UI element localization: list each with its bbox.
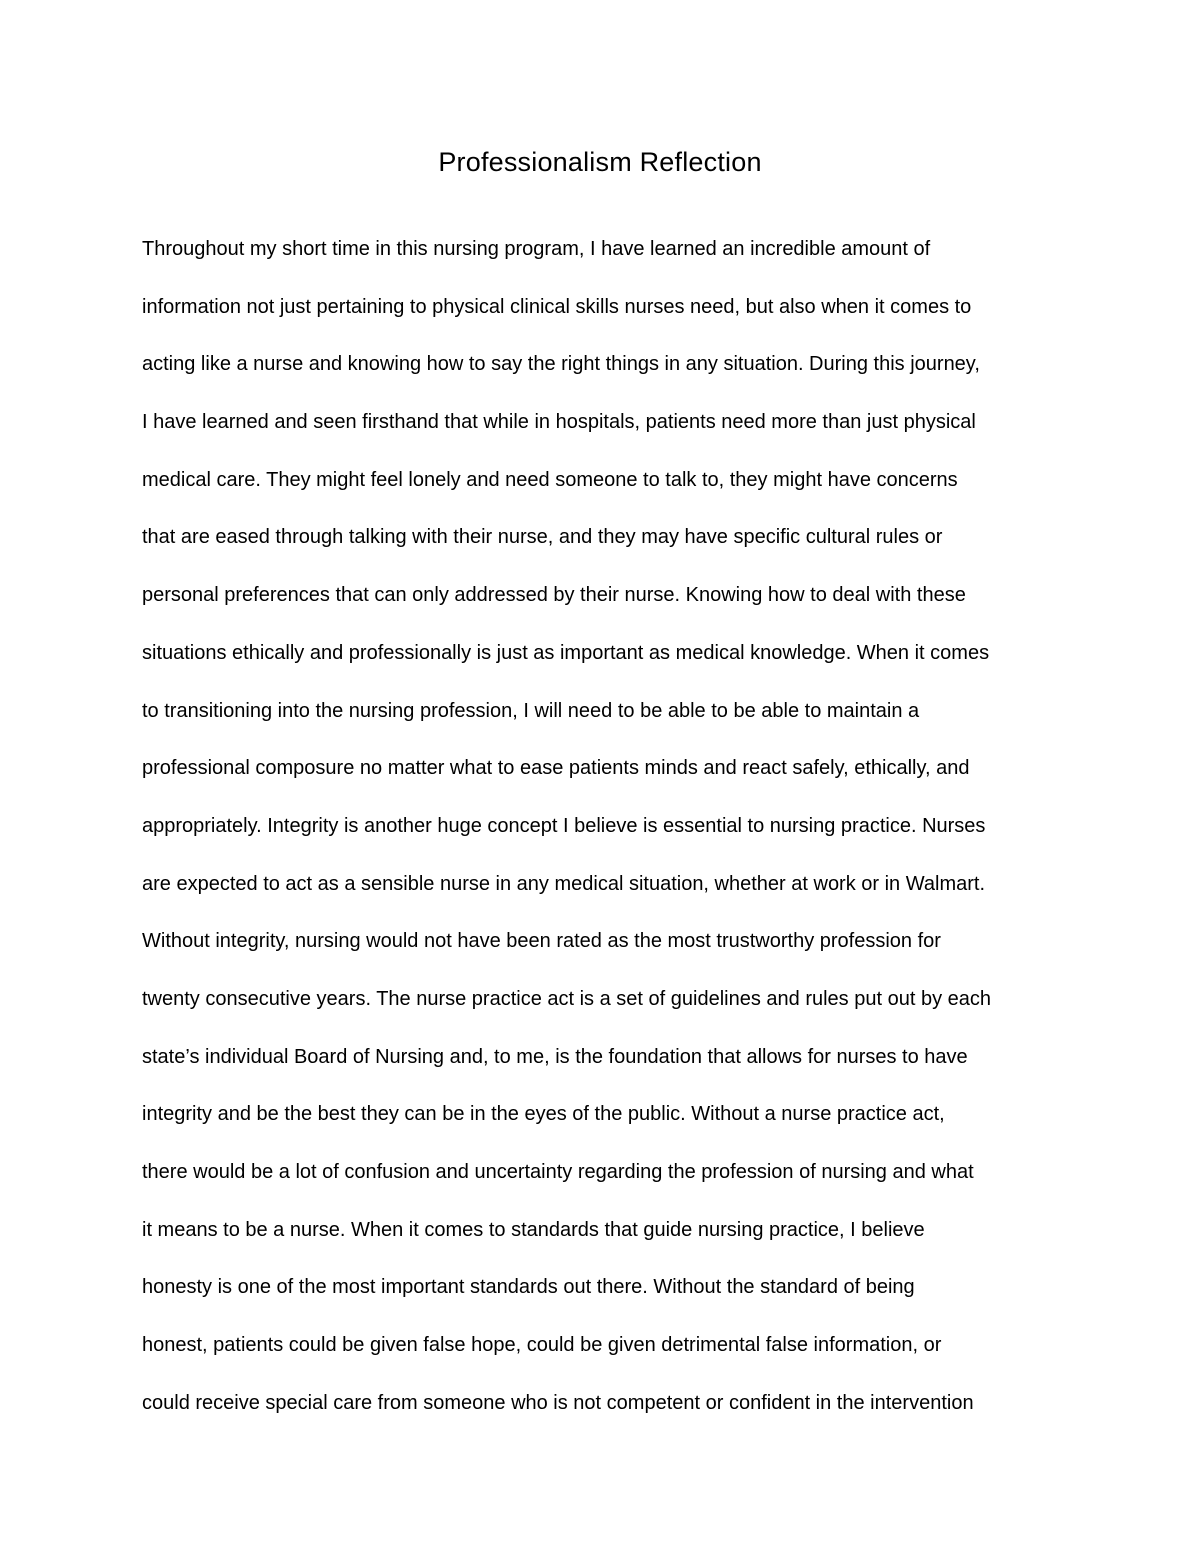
body-line: information not just pertaining to physical clinical skills nurses need, but also when it comes to [142,295,972,318]
body-line: honesty is one of the most important standards out there. Without the standard of being [142,1276,915,1299]
document-title: Professionalism Reflection [438,147,762,177]
document-body [142,226,1072,1437]
body-line: state’s individual Board of Nursing and, to me, is the foundation that allows for nurses to have [142,1045,968,1068]
body-line: personal preferences that can only addressed by their nurse. Knowing how to deal with these [142,584,966,607]
body-line: honest, patients could be given false hope, could be given detrimental false information, or [142,1334,942,1357]
body-line: medical care. They might feel lonely and need someone to talk to, they might have concerns [142,468,958,491]
body-line: Without integrity, nursing would not have been rated as the most trustworthy profession for [142,930,941,953]
body-line: acting like a nurse and knowing how to say the right things in any situation. During this journey, [142,353,980,376]
body-line: could receive special care from someone who is not competent or confident in the intervention [142,1391,974,1414]
body-line: that are eased through talking with their nurse, and they may have specific cultural rules or [142,526,943,549]
body-line: situations ethically and professionally is just as important as medical knowledge. When it comes [142,641,990,664]
body-line: there would be a lot of confusion and uncertainty regarding the profession of nursing and what [142,1161,974,1183]
body-line: I have learned and seen firsthand that while in hospitals, patients need more than just physical [142,411,976,434]
body-line: integrity and be the best they can be in the eyes of the public. Without a nurse practice act, [142,1103,945,1126]
body-line: to transitioning into the nursing profession, I will need to be able to be able to maintain a [142,699,920,722]
body-line: Throughout my short time in this nursing program, I have learned an incredible amount of [142,238,931,260]
body-line: twenty consecutive years. The nurse practice act is a set of guidelines and rules put out by each [142,987,991,1010]
body-line: it means to be a nurse. When it comes to standards that guide nursing practice, I believe [142,1218,925,1241]
body-line: are expected to act as a sensible nurse in any medical situation, whether at work or in Walmart. [142,872,985,895]
body-line: appropriately. Integrity is another huge concept I believe is essential to nursing practice. Nurses [142,814,986,837]
body-line: professional composure no matter what to ease patients minds and react safely, ethically, and [142,757,970,780]
